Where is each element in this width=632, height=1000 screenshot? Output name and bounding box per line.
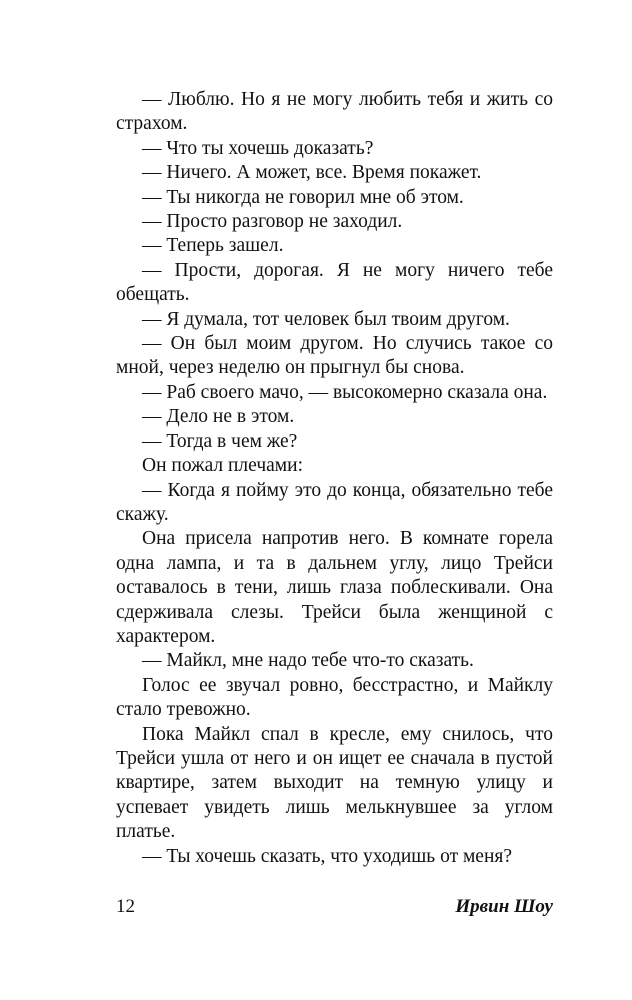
paragraph-13: Он пожал плечами: (142, 455, 303, 477)
paragraph-5: — Просто разговор не заходил. (142, 211, 403, 233)
paragraph-18: Пока Майкл спал в кресле, ему снилось, что Трейси ушла от него и он ищет ее сначала в пустой квартире, затем выходит на темную улицу и успевает увидеть лишь мелькнувшее за углом платье. (116, 723, 553, 843)
paragraph-1: — Люблю. Но я не могу любить тебя и жить со страхом. (116, 89, 553, 135)
paragraph-4: — Ты никогда не говорил мне об этом. (142, 186, 464, 208)
paragraph-16: — Майкл, мне надо тебе что-то сказать. (142, 650, 474, 672)
paragraph-10: — Раб своего мачо, — высокомерно сказала она. (142, 381, 548, 403)
paragraph-17: Голос ее звучал ровно, бесстрастно, и Майклу стало тревожно. (116, 674, 553, 721)
paragraph-11: — Дело не в этом. (142, 406, 295, 428)
page-text (116, 88, 553, 869)
paragraph-19: — Ты хочешь сказать, что уходишь от меня? (142, 845, 513, 867)
paragraph-2: — Что ты хочешь доказать? (142, 137, 374, 159)
paragraph-7: — Прости, дорогая. Я не могу ничего тебе обещать. (116, 259, 553, 306)
paragraph-6: — Теперь зашел. (142, 235, 284, 257)
paragraph-3: — Ничего. А может, все. Время покажет. (142, 162, 482, 184)
paragraph-15: Она присела напротив него. В комнате горела одна лампа, и та в дальнем углу, лицо Трейси оставалось в тени, лишь глаза поблескивали. Она сдерживала слезы. Трейси была женщиной с характером. (116, 528, 553, 647)
paragraph-14: — Когда я пойму это до конца, обязательно тебе скажу. (116, 479, 553, 525)
paragraph-9: — Он был моим другом. Но случись такое со мной, через неделю он прыгнул бы снова. (116, 333, 553, 379)
page-footer (116, 895, 553, 919)
running-author: Ирвин Шоу (455, 896, 553, 917)
paragraph-12: — Тогда в чем же? (142, 430, 298, 452)
paragraph-8: — Я думала, тот человек был твоим другом. (142, 308, 510, 330)
page-number: 12 (116, 896, 135, 917)
